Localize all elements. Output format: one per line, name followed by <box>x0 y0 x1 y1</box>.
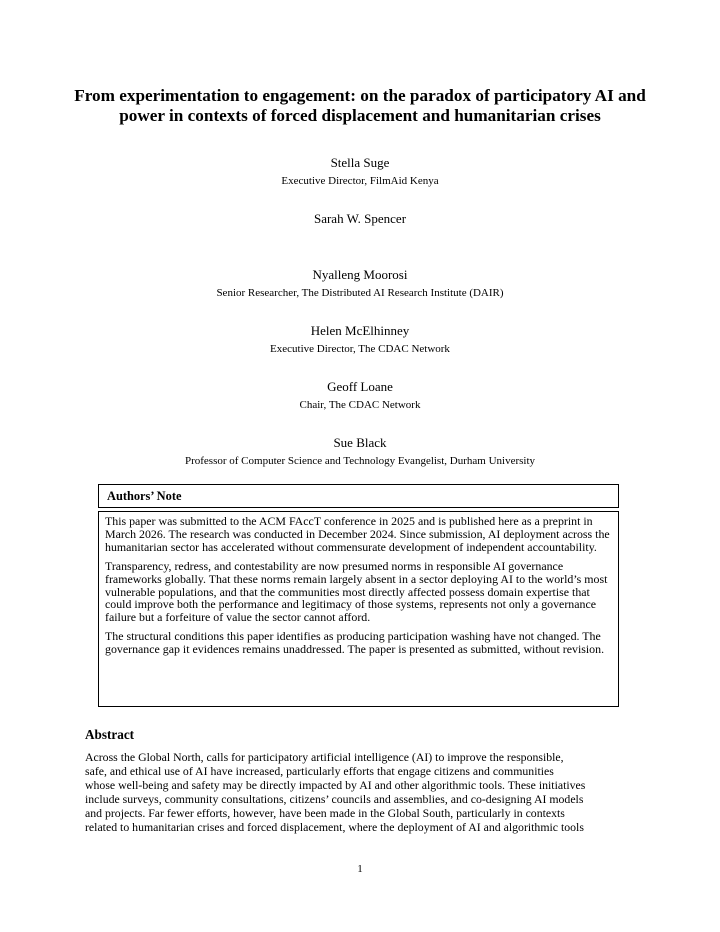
abstract-heading: Abstract <box>85 727 135 742</box>
author-name: Stella Suge <box>330 155 390 170</box>
author-list <box>100 154 620 490</box>
authors-note-box <box>98 484 619 707</box>
authors-note-body <box>98 511 619 707</box>
title-line: power in contexts of forced displacement and humanitarian crises <box>119 106 601 125</box>
author-name: Sue Black <box>333 435 387 450</box>
author-affiliation: Executive Director, FilmAid Kenya <box>281 175 439 187</box>
abstract-line: and projects. Far fewer efforts, however, have been made in the Global South, particularly in contexts <box>85 805 565 820</box>
abstract-line: related to humanitarian crises and forced displacement, where the deployment of AI and algorithmic tools <box>85 819 584 834</box>
title-line: From experimentation to engagement: on the paradox of participatory AI and <box>74 86 646 105</box>
abstract-line: whose well-being and safety may be directly impacted by AI and other algorithmic tools. These initiatives <box>85 777 586 792</box>
abstract-text <box>85 751 640 834</box>
author-block <box>100 322 620 378</box>
authors-note-paragraph: Transparency, redress, and contestability are now presumed norms in responsible AI governance frameworks globally. That these norms remain largely absent in a sector deploying AI to the world’s most vulnerable populations, and that the communities most directly affected possess domain expertise that could improve both the performance and legitimacy of those systems, represents not only a governance failure but a forfeiture of value the sector cannot afford. <box>105 558 608 625</box>
author-block <box>100 210 620 266</box>
author-name: Helen McElhinney <box>310 323 410 338</box>
page-number: 1 <box>357 863 363 875</box>
abstract-line: safe, and ethical use of AI have increased, particularly efforts that engage citizens and communities <box>85 763 554 778</box>
abstract-line: include surveys, community consultations, citizens’ councils and assemblies, and co-designing AI models <box>85 791 584 806</box>
abstract-line: Across the Global North, calls for participatory artificial intelligence (AI) to improve the responsible, <box>85 750 564 764</box>
author-block <box>100 378 620 434</box>
author-affiliation: Professor of Computer Science and Technology Evangelist, Durham University <box>184 455 536 467</box>
author-name: Sarah W. Spencer <box>313 211 407 226</box>
authors-note-heading: Authors’ Note <box>98 484 619 508</box>
author-block <box>100 154 620 210</box>
author-block <box>100 434 620 490</box>
paper-title <box>70 86 650 126</box>
authors-note-paragraph: This paper was submitted to the ACM FAccT conference in 2025 and is published here as a preprint in March 2026. The research was conducted in December 2024. Since submission, AI deployment across the humanitarian sector has accelerated without commensurate development of independent accountability. <box>105 514 610 554</box>
authors-note-paragraph: The structural conditions this paper identifies as producing participation washing have not changed. The governance gap it evidences remains unaddressed. The paper is presented as submitted, without revision. <box>105 629 605 657</box>
author-name: Nyalleng Moorosi <box>312 267 408 282</box>
author-affiliation: Chair, The CDAC Network <box>299 399 421 411</box>
author-affiliation: Executive Director, The CDAC Network <box>270 343 450 355</box>
author-name: Geoff Loane <box>327 379 393 394</box>
author-affiliation: Senior Researcher, The Distributed AI Research Institute (DAIR) <box>216 287 504 299</box>
author-block <box>100 266 620 322</box>
